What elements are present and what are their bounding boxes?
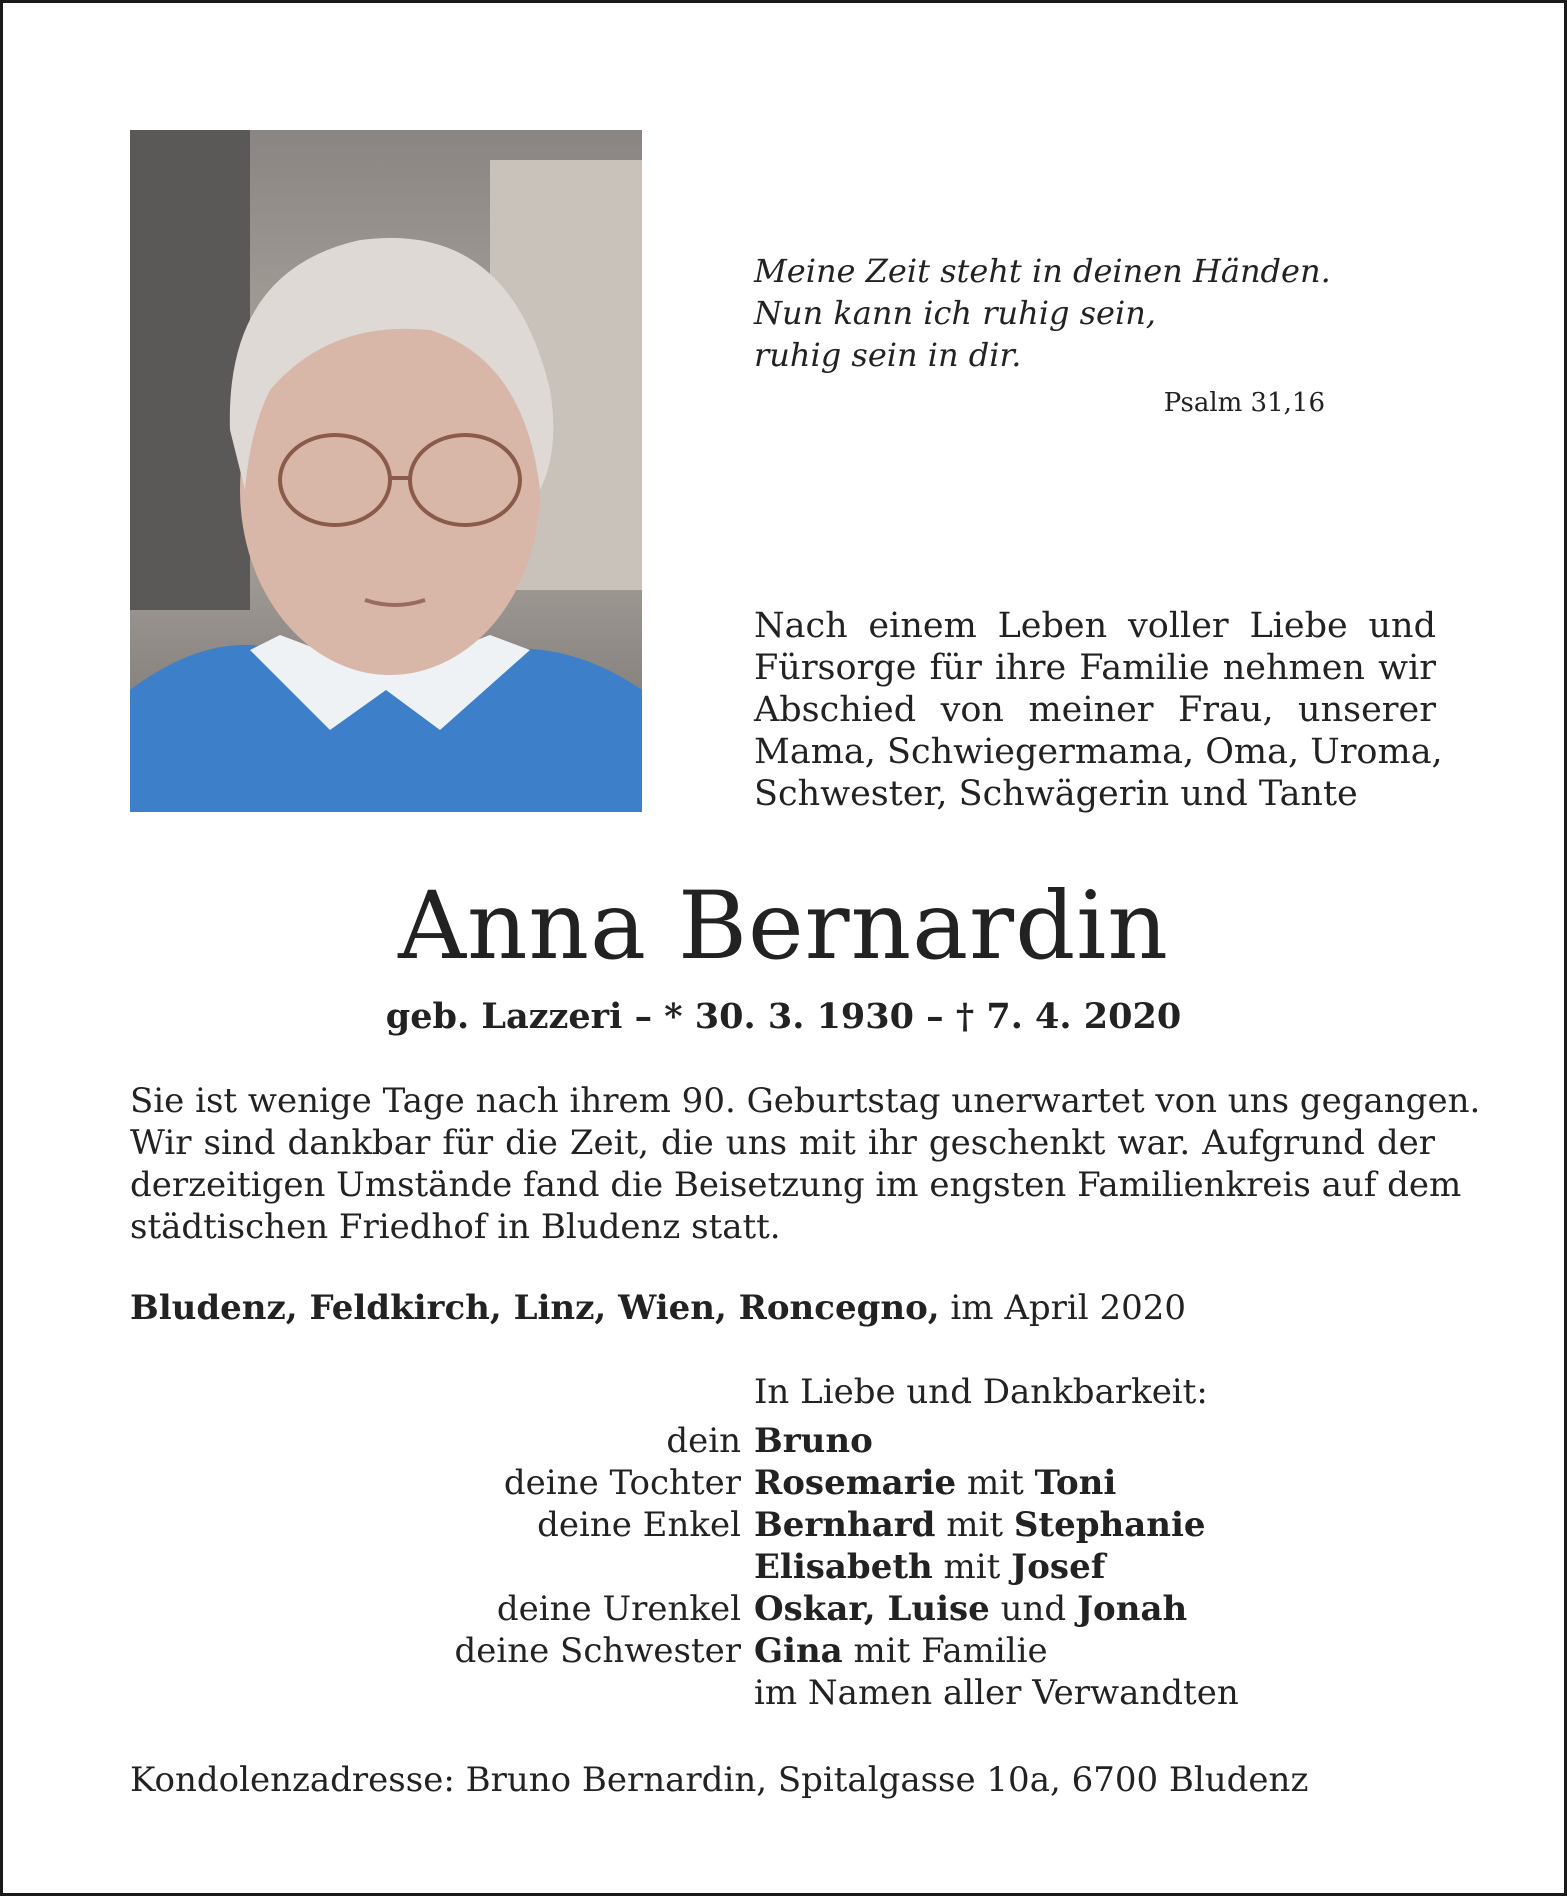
quote-line: Nun kann ich ruhig sein, <box>754 294 1156 332</box>
mourner-connector: mit <box>935 1505 1014 1545</box>
mourner-connector: und <box>989 1589 1077 1629</box>
intro-line: Fürsorge für ihre Familie nehmen wir <box>754 648 1436 688</box>
mourner-relation: deine Tochter <box>503 1463 741 1503</box>
mourner-names <box>754 1504 1206 1546</box>
mourner-names <box>754 1630 1048 1672</box>
mourner-relation: deine Urenkel <box>496 1589 741 1629</box>
mourner-relation: deine Schwester <box>454 1631 741 1671</box>
body-line: Wir sind dankbar für die Zeit, die uns mit ihr geschenkt war. Aufgrund der <box>130 1123 1435 1163</box>
mourner-names <box>754 1546 1105 1588</box>
deceased-name: Anna Bernardin <box>398 872 1169 981</box>
quote-source: Psalm 31,16 <box>1163 388 1325 418</box>
mourner-name: Jonah <box>1076 1589 1188 1629</box>
mourner-row <box>0 1546 1567 1588</box>
mourner-name: Bruno <box>754 1421 873 1461</box>
intro-line: Nach einem Leben voller Liebe und <box>754 606 1436 646</box>
quote-line: Meine Zeit steht in deinen Händen. <box>754 252 1331 290</box>
mourner-row <box>0 1462 1567 1504</box>
mourner-row <box>0 1630 1567 1672</box>
intro-line: Abschied von meiner Frau, unserer <box>754 690 1436 730</box>
body-line: Sie ist wenige Tage nach ihrem 90. Geburtstag unerwartet von uns gegangen. <box>130 1081 1481 1121</box>
mourner-name: Oskar, Luise <box>754 1589 990 1629</box>
condolence-address: Kondolenzadresse: Bruno Bernardin, Spitalgasse 10a, 6700 Bludenz <box>130 1760 1309 1800</box>
mourner-name: Gina <box>754 1631 843 1671</box>
mourner-name: Toni <box>1034 1463 1117 1503</box>
body-line: städtischen Friedhof in Bludenz statt. <box>130 1207 781 1247</box>
mourner-connector: mit <box>932 1547 1012 1587</box>
mourner-names <box>754 1462 1116 1504</box>
mourner-connector: mit <box>956 1463 1035 1503</box>
mourner-name: Rosemarie <box>754 1463 957 1503</box>
intro-line: Mama, Schwiegermama, Oma, Uroma, <box>754 732 1443 772</box>
signature-heading: In Liebe und Dankbarkeit: <box>754 1372 1208 1412</box>
mourner-name: Stephanie <box>1013 1505 1206 1545</box>
quote-line: ruhig sein in dir. <box>754 336 1022 374</box>
places-date: im April 2020 <box>950 1288 1186 1328</box>
psalm-quote <box>754 250 1331 376</box>
mourner-connector: im Namen aller Verwandten <box>754 1673 1239 1713</box>
mourner-name: Elisabeth <box>754 1547 933 1587</box>
mourner-names <box>754 1588 1187 1630</box>
mourners-list <box>0 1420 1567 1714</box>
places-line <box>130 1288 1435 1328</box>
mourner-name: Bernhard <box>754 1505 936 1545</box>
mourner-row <box>0 1588 1567 1630</box>
mourner-relation: deine Enkel <box>537 1505 741 1545</box>
portrait-photo <box>130 130 642 812</box>
mourner-names <box>754 1420 873 1462</box>
places-names: Bludenz, Feldkirch, Linz, Wien, Roncegno, <box>130 1288 940 1328</box>
intro-text <box>754 605 1443 815</box>
body-line: derzeitigen Umstände fand die Beisetzung im engsten Familienkreis auf dem <box>130 1165 1462 1205</box>
mourner-name: Josef <box>1011 1547 1106 1587</box>
mourner-names <box>754 1672 1239 1714</box>
deceased-dates: geb. Lazzeri – * 30. 3. 1930 – † 7. 4. 2020 <box>385 996 1182 1037</box>
body-text <box>130 1080 1481 1248</box>
mourner-row <box>0 1420 1567 1462</box>
mourner-connector: mit Familie <box>842 1631 1048 1671</box>
mourner-relation: dein <box>666 1421 741 1461</box>
mourner-row <box>0 1672 1567 1714</box>
mourner-row <box>0 1504 1567 1546</box>
intro-line: Schwester, Schwägerin und Tante <box>754 774 1358 814</box>
